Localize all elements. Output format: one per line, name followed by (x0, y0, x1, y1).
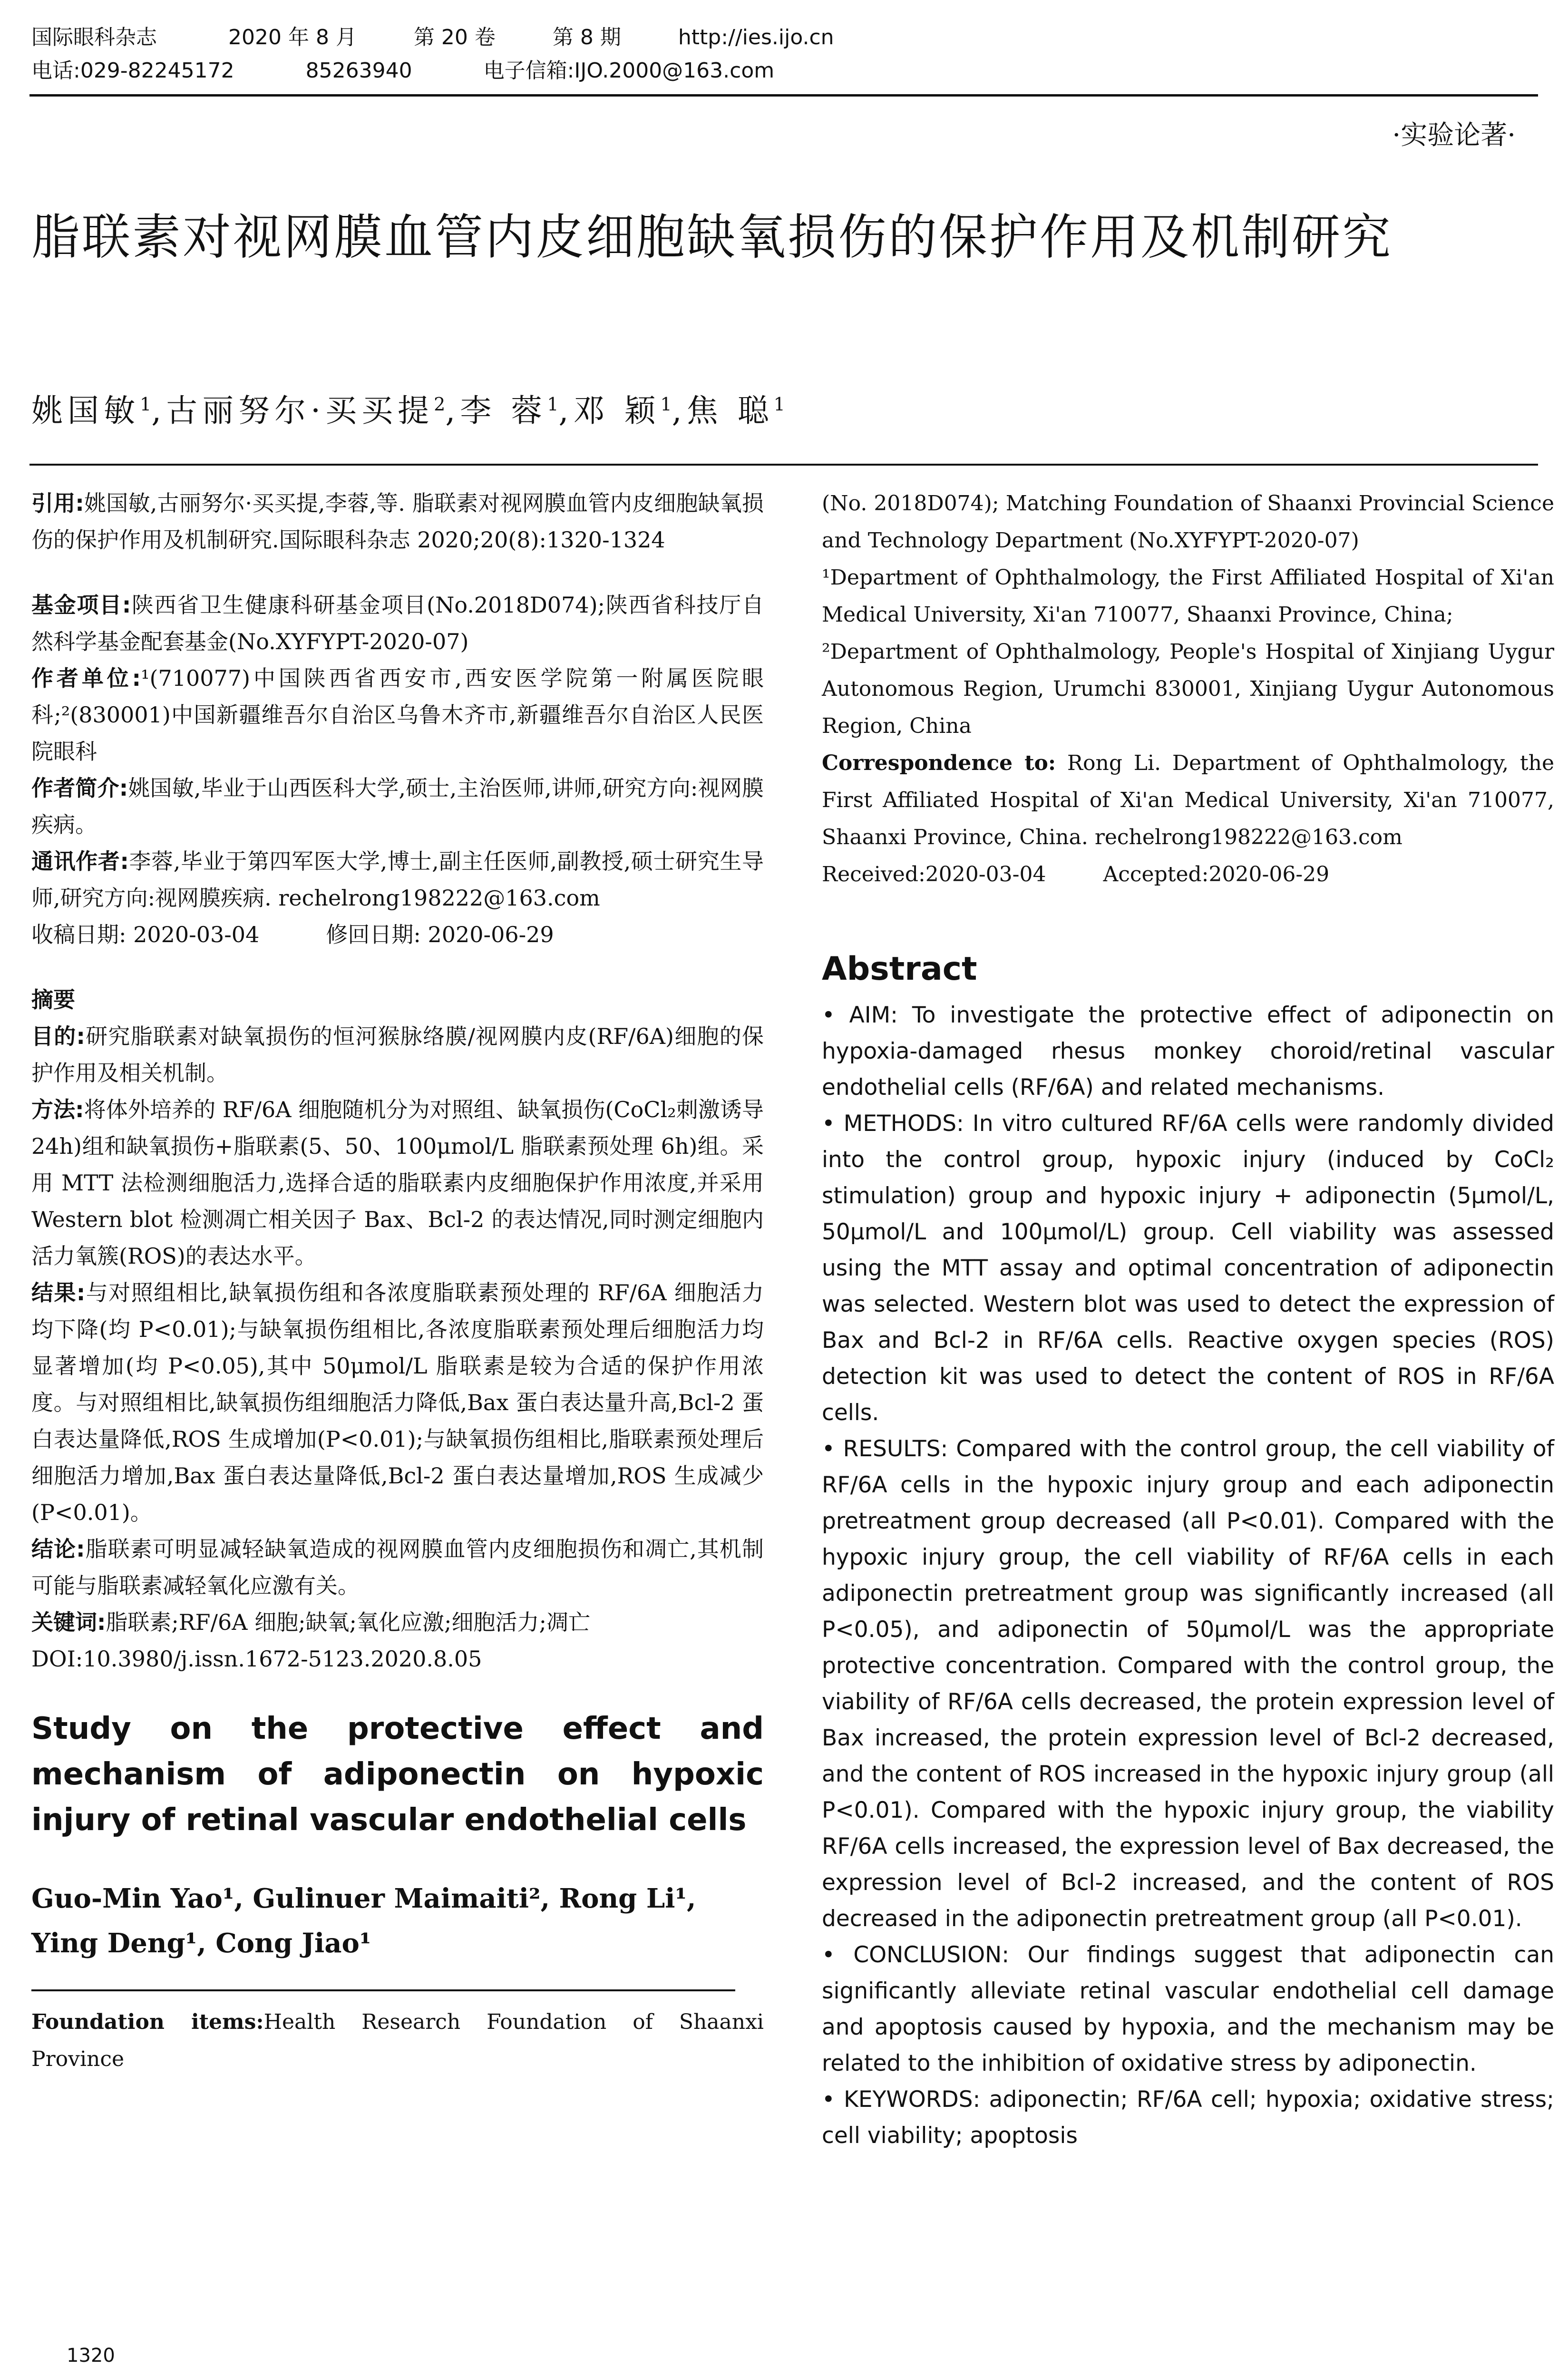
journal-issue: 第 8 期 (552, 25, 621, 49)
doi[interactable]: DOI:10.3980/j.issn.1672-5123.2020.8.05 (31, 1646, 482, 1672)
journal-header-line-2 (31, 54, 1529, 88)
received-date-en: Received:2020-03-04 (822, 862, 1046, 887)
abstract-head-cn: 摘要 (31, 987, 75, 1013)
header-rule (29, 94, 1538, 97)
author-list-en: Guo-Min Yao¹, Gulinuer Maimaiti², Rong Li¹, Ying Deng¹, Cong Jiao¹ (31, 1883, 696, 1959)
page-number: 1320 (67, 2345, 115, 2367)
author-list-cn: 姚国敏$^1$,古丽努尔·买买提$^2$,李 蓉$^1$,邓 颖$^1$,焦 聪$^1$ (31, 392, 785, 429)
left-column (31, 485, 764, 2078)
author-cn: 李 蓉 (460, 392, 547, 429)
article-title: 脂联素对视网膜血管内皮细胞缺氧损伤的保护作用及机制研究 (31, 209, 1393, 266)
journal-phone-2: 85263940 (305, 58, 412, 83)
dates-cn (31, 916, 764, 953)
section-tag: ·实验论著· (1392, 120, 1516, 151)
author-cn: 古丽努尔·买买提 (166, 392, 434, 429)
journal-header (31, 21, 1529, 88)
citation: 引用:姚国敏,古丽努尔·买买提,李蓉,等. 脂联素对视网膜血管内皮细胞缺氧损伤的保护作用及机制研究.国际眼科杂志 2020;20(8):1320-1324 (31, 490, 764, 553)
affiliation-1: ¹Department of Ophthalmology, the First Affiliated Hospital of Xi'an Medical University, Xi'an 710077, Shaanxi Province, China; (822, 565, 1554, 627)
author-cn: 邓 颖 (573, 392, 661, 429)
methods-en: • METHODS: In vitro cultured RF/6A cells were randomly divided into the control group, hypoxic injury (induced by CoCl₂ stimulation) group and hypoxic injury + adiponectin (5μmol/L, 50μmol/L and 100μmol/L) group. Cell viability was assessed using the MTT assay and optimal concentration of adiponectin was selected. Western blot was used to detect the expression of Bax and Bcl-2 in RF/6A cells. Reactive oxygen species (ROS) detection kit was used to detect the content of ROS in RF/6A cells. (822, 1111, 1554, 1426)
fund-info: 基金项目:陕西省卫生健康科研基金项目(No.2018D074);陕西省科技厅自然科学基金配套基金(No.XYFYPT-2020-07) (31, 592, 764, 654)
aim-en: • AIM: To investigate the protective effect of adiponectin on hypoxia-damaged rhesus monkey choroid/retinal vascular endothelial cells (RF/6A) and related mechanisms. (822, 1002, 1554, 1101)
author-cn: 姚国敏 (31, 392, 140, 429)
footnote-rule (31, 1989, 735, 1991)
results-en: • RESULTS: Compared with the control group, the cell viability of RF/6A cells in the hypoxic injury group and each adiponectin pretreatment group decreased (all P<0.01). Compared with the hypoxic injury group, the cell viability of RF/6A cells in each adiponectin pretreatment group was significantly increased (all P<0.05), and adiponectin of 50μmol/L was the appropriate protective concentration. Compared with the control group, the viability of RF/6A cells decreased, the protein expression level of Bax increased, the protein expression level of Bcl-2 decreased, and the content of ROS increased in the hypoxic injury group (all P<0.01). Compared with the hypoxic injury group, the viability RF/6A cells increased, the expression level of Bax decreased, the expression level of Bcl-2 increased, and the content of ROS decreased in the adiponectin pretreatment group (all P<0.01). (822, 1436, 1554, 1932)
author-cn: 焦 聪 (686, 392, 774, 429)
abstract-heading: Abstract (822, 950, 977, 988)
journal-url[interactable]: http://ies.ijo.cn (678, 25, 834, 49)
journal-phone: 电话:029-82245172 (31, 58, 234, 83)
aim-cn: 目的:研究脂联素对缺氧损伤的恒河猴脉络膜/视网膜内皮(RF/6A)细胞的保护作用及相关机制。 (31, 1023, 764, 1086)
abstract-en (822, 997, 1554, 2154)
journal-date: 2020 年 8 月 (228, 25, 357, 49)
conclusion-cn: 结论:脂联素可明显减轻缺氧造成的视网膜血管内皮细胞损伤和凋亡,其机制可能与脂联素减轻氧化应激有关。 (31, 1536, 764, 1598)
results-cn: 结果:与对照组相比,缺氧损伤组和各浓度脂联素预处理的 RF/6A 细胞活力均下降(均 P<0.01);与缺氧损伤组相比,各浓度脂联素预处理后细胞活力均显著增加(均 P<0.05),其中 50μmol/L 脂联素是较为合适的保护作用浓度。与对照组相比,缺氧损伤组细胞活力降低,Bax 蛋白表达量升高,Bcl-2 蛋白表达量降低,ROS 生成增加(P<0.01);与缺氧损伤组相比,脂联素预处理后细胞活力增加,Bax 蛋白表达量降低,Bcl-2 蛋白表达量增加,ROS 生成减少(P<0.01)。 (31, 1280, 764, 1525)
journal-header-line-1 (31, 21, 1529, 54)
received-date-cn: 收稿日期: 2020-03-04 (31, 922, 260, 947)
corresponding-author: 通讯作者:李蓉,毕业于第四军医大学,博士,副主任医师,副教授,硕士研究生导师,研究方向:视网膜疾病. rechelrong198222@163.com (31, 848, 764, 911)
journal-email[interactable]: 电子信箱:IJO.2000@163.com (483, 58, 775, 83)
journal-name: 国际眼科杂志 (31, 25, 157, 49)
foundation-items-cont: (No. 2018D074); Matching Foundation of Shaanxi Provincial Science and Technology Department (No.XYFYPT-2020-07) (822, 491, 1554, 553)
right-column (822, 485, 1554, 2154)
foundation-items: Foundation items:Health Research Foundation of Shaanxi Province (31, 2010, 764, 2071)
english-title: Study on the protective effect and mechanism of adiponectin on hypoxic injury of retinal vascular endothelial cells (31, 1711, 764, 1838)
keywords-en: • KEYWORDS: adiponectin; RF/6A cell; hypoxia; oxidative stress; cell viability; apoptosis (822, 2086, 1554, 2149)
correspondence: Correspondence to: Rong Li. Department of Ophthalmology, the First Affiliated Hospital of Xi'an Medical University, Xi'an 710077, Shaanxi Province, China. rechelrong198222@163.com (822, 751, 1554, 849)
author-bio: 作者简介:姚国敏,毕业于山西医科大学,硕士,主治医师,讲师,研究方向:视网膜疾病。 (31, 775, 764, 838)
revised-date-cn: 修回日期: 2020-06-29 (326, 922, 554, 947)
journal-volume: 第 20 卷 (413, 25, 496, 49)
dates-en (822, 856, 1554, 893)
accepted-date-en: Accepted:2020-06-29 (1103, 862, 1330, 887)
affiliation-2: ²Department of Ophthalmology, People's Hospital of Xinjiang Uygur Autonomous Region, Urumchi 830001, Xinjiang Uygur Autonomous Region, China (822, 640, 1554, 738)
conclusion-en: • CONCLUSION: Our findings suggest that adiponectin can significantly alleviate retinal vascular endothelial cell damage and apoptosis caused by hypoxia, and the mechanism may be related to the inhibition of oxidative stress by adiponectin. (822, 1942, 1554, 2076)
methods-cn: 方法:将体外培养的 RF/6A 细胞随机分为对照组、缺氧损伤(CoCl₂刺激诱导 24h)组和缺氧损伤+脂联素(5、50、100μmol/L 脂联素预处理 6h)组。采用 MTT 法检测细胞活力,选择合适的脂联素内皮细胞保护作用浓度,并采用 Western blot 检测凋亡相关因子 Bax、Bcl-2 的表达情况,同时测定细胞内活力氧簇(ROS)的表达水平。 (31, 1097, 764, 1269)
author-rule (29, 464, 1538, 466)
author-unit: 作者单位:¹(710077)中国陕西省西安市,西安医学院第一附属医院眼科;²(830001)中国新疆维吾尔自治区乌鲁木齐市,新疆维吾尔自治区人民医院眼科 (31, 665, 764, 764)
keywords-cn: 关键词:脂联素;RF/6A 细胞;缺氧;氧化应激;细胞活力;凋亡 (31, 1609, 591, 1635)
